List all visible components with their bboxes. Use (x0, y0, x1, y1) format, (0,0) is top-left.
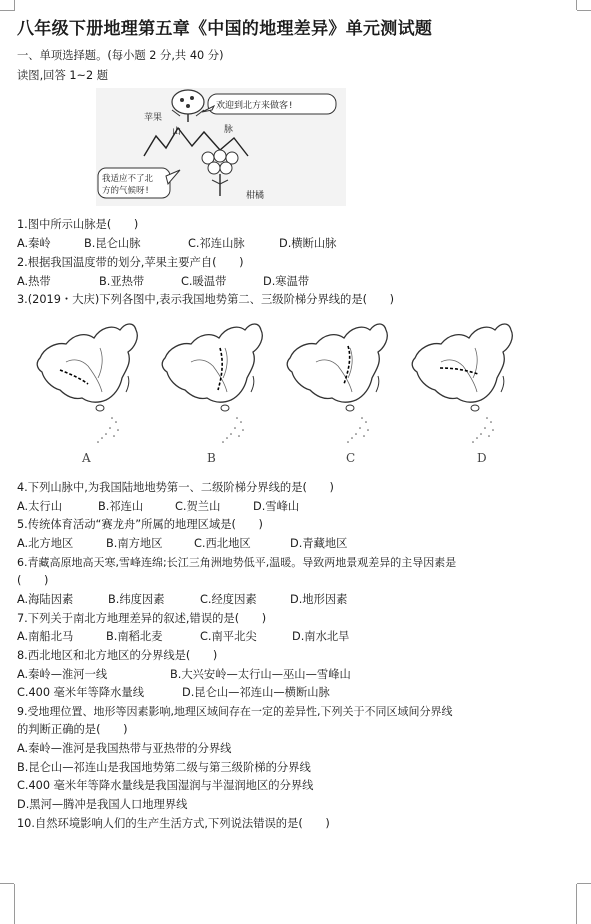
q5-stem: 5.传统体育活动“赛龙舟”所属的地理区域是( ) (17, 518, 263, 531)
q1-option-d: D.横断山脉 (279, 237, 337, 250)
mountain-label-2: 脉 (224, 125, 234, 135)
q5-option-b: B.南方地区 (106, 537, 163, 550)
cartoon-illustration (96, 88, 346, 206)
q8-stem: 8.西北地区和北方地区的分界线是( ) (17, 649, 218, 662)
q2-option-c: C.暖温带 (181, 275, 227, 288)
q6-stem: 6.青藏高原地高天寒,雪峰连绵;长江三角洲地势低平,温暖。导致两地景观差异的主导因素是 (17, 556, 457, 569)
crop-mark (0, 883, 14, 884)
crop-mark (14, 0, 15, 11)
north-speech: 欢迎到北方来做客! (216, 101, 294, 111)
section-heading: 一、单项选择题。(每小题 2 分,共 40 分) (17, 49, 224, 62)
map-label-a: A (82, 451, 91, 465)
map-b (162, 324, 262, 443)
q10-stem: 10.自然环境影响人们的生产生活方式,下列说法错误的是( ) (17, 817, 330, 830)
map-d (412, 324, 512, 443)
q9-option-b: B.昆仑山—祁连山是我国地势第二级与第三级阶梯的分界线 (17, 761, 311, 774)
map-label-c: C (346, 451, 356, 465)
q2-option-a: A.热带 (17, 275, 51, 288)
q6-option-a: A.海陆因素 (17, 593, 74, 606)
q7-option-b: B.南稻北麦 (106, 630, 163, 643)
q7-option-c: C.南平北尖 (200, 630, 257, 643)
map-label-d: D (477, 451, 487, 465)
q4-option-d: D.雪峰山 (253, 500, 300, 513)
crop-mark (576, 884, 577, 924)
crop-mark (14, 884, 15, 924)
q5-option-a: A.北方地区 (17, 537, 74, 550)
crop-mark (577, 883, 591, 884)
map-c (287, 324, 387, 443)
q8-option-c: C.400 毫米年等降水量线 (17, 686, 145, 699)
q4-stem: 4.下列山脉中,为我国陆地地势第一、二级阶梯分界线的是( ) (17, 481, 334, 494)
q2-stem: 2.根据我国温度带的划分,苹果主要产自( ) (17, 256, 244, 269)
south-speech-1: 我适应不了北 (102, 174, 154, 184)
q7-option-d: D.南水北旱 (292, 630, 350, 643)
mountain-label-1: 山 (172, 127, 182, 137)
q4-option-b: B.祁连山 (98, 500, 144, 513)
crop-mark (0, 10, 14, 11)
orange-label: 柑橘 (246, 191, 265, 201)
q1-option-a: A.秦岭 (17, 237, 51, 250)
q9-option-c: C.400 毫米年等降水量线是我国湿润与半湿润地区的分界线 (17, 779, 314, 792)
q8-option-a: A.秦岭—淮河一线 (17, 668, 108, 681)
q5-option-c: C.西北地区 (194, 537, 251, 550)
q9-option-d: D.黑河—腾冲是我国人口地理界线 (17, 798, 188, 811)
q6-option-d: D.地形因素 (290, 593, 348, 606)
q6-option-b: B.纬度因素 (108, 593, 165, 606)
q8-option-d: D.昆仑山—祁连山—横断山脉 (182, 686, 330, 699)
crop-mark (576, 0, 577, 10)
q2-option-b: B.亚热带 (99, 275, 145, 288)
map-label-b: B (207, 451, 216, 465)
q8-option-b: B.大兴安岭—太行山—巫山—雪峰山 (170, 668, 351, 681)
map-a (37, 324, 137, 443)
crop-mark (577, 10, 591, 11)
q3-maps (30, 318, 530, 468)
q9-stem: 9.受地理位置、地形等因素影响,地理区域间存在一定的差异性,下列关于不同区域间分界线 (17, 705, 453, 718)
q4-option-a: A.太行山 (17, 500, 63, 513)
q7-stem: 7.下列关于南北方地理差异的叙述,错误的是( ) (17, 612, 267, 625)
q1-option-c: C.祁连山脉 (188, 237, 245, 250)
apple-label: 苹果 (144, 113, 163, 123)
q7-option-a: A.南船北马 (17, 630, 74, 643)
q9-stem-continued: 的判断正确的是( ) (17, 723, 128, 736)
q1-option-b: B.昆仑山脉 (84, 237, 141, 250)
q6-stem-continued: ( ) (17, 574, 49, 587)
q4-option-c: C.贺兰山 (175, 500, 221, 513)
q9-option-a: A.秦岭—淮河是我国热带与亚热带的分界线 (17, 742, 232, 755)
south-speech-2: 方的气候呀! (102, 186, 150, 196)
intro-text: 读图,回答 1~2 题 (17, 69, 109, 82)
q1-stem: 1.图中所示山脉是( ) (17, 218, 139, 231)
q5-option-d: D.青藏地区 (290, 537, 348, 550)
q3-stem: 3.(2019・大庆)下列各图中,表示我国地势第二、三级阶梯分界线的是( ) (17, 293, 395, 306)
q2-option-d: D.寒温带 (263, 275, 310, 288)
page-title: 八年级下册地理第五章《中国的地理差异》单元测试题 (17, 19, 433, 39)
q6-option-c: C.经度因素 (200, 593, 257, 606)
